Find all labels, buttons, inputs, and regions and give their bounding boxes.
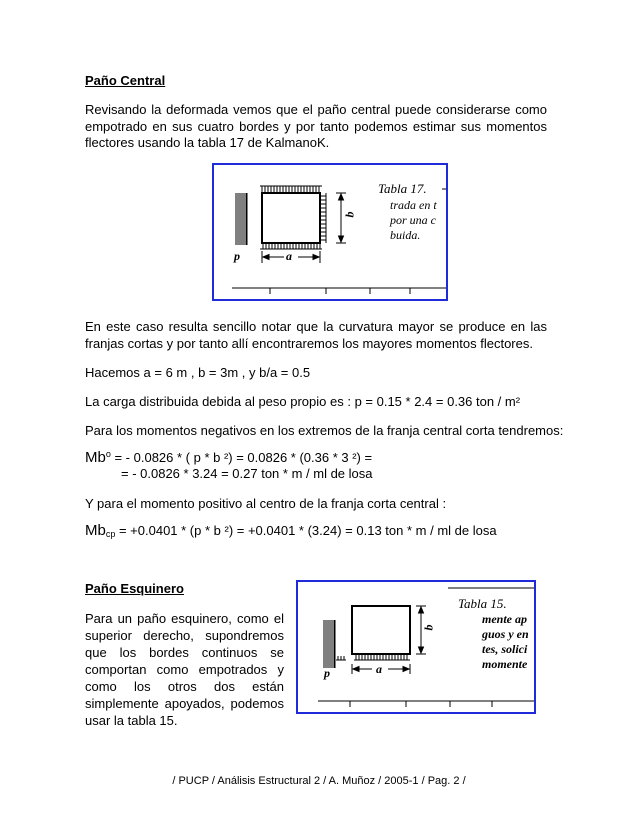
label-p: p <box>234 249 240 263</box>
table-title: Tabla 15. <box>458 596 507 611</box>
esquinero-paragraph: Para un paño esquinero, como el superior derecho, supondremos que los bordes continuos se comportan como empotrados y como los otros dos están simplemente apoyados, podemos usar la tabla 15. <box>85 611 284 728</box>
intro-paragraph: Revisando la deformada vemos que el paño central puede considerarse como empotrado en sus cuatro bordes y por tanto podemos estimar sus momentos flectores usando la tabla 17 de KalmanoK. <box>85 102 547 150</box>
page-footer: / PUCP / Análisis Estructural 2 / A. Muñoz / 2005-1 / Pag. 2 / <box>172 775 466 787</box>
curvature-paragraph: En este caso resulta sencillo notar que la curvatura mayor se produce en las franjas cortas y por tanto allí encontraremos los mayores momentos flectores. <box>85 319 547 351</box>
load-line: La carga distribuida debida al peso propio es : p = 0.15 * 2.4 = 0.36 ton / m² <box>85 394 521 409</box>
caption-line: trada en t <box>390 198 437 212</box>
caption-line: momente <box>482 657 528 671</box>
mb-superscript: o <box>105 449 111 459</box>
clamped-edge-hatch <box>236 193 247 245</box>
figure-tabla-17 <box>212 163 448 301</box>
mb-symbol: Mb <box>85 449 106 466</box>
section-heading-pano-central: Paño Central <box>85 73 166 88</box>
label-b: b <box>421 624 436 631</box>
label-p: p <box>324 666 330 680</box>
caption-line: tes, solici <box>482 642 528 656</box>
caption-line: por una c <box>390 213 436 227</box>
label-a: a <box>286 249 292 263</box>
mb-equation-line1: = - 0.0826 * ( p * b ²) = 0.0826 * (0.36 * 3 ²) = <box>110 450 373 465</box>
slab-square <box>262 193 320 243</box>
positive-moment-intro: Y para el momento positivo al centro de la franja corta central : <box>85 496 447 511</box>
mbcp-symbol: Mb <box>85 522 106 539</box>
dimensions-line: Hacemos a = 6 m , b = 3m , y b/a = 0.5 <box>85 365 311 380</box>
mb-positive-equation <box>85 522 497 539</box>
mb-equation-line2: = - 0.0826 * 3.24 = 0.27 ton * m / ml de losa <box>121 466 373 481</box>
table-caption <box>482 612 529 672</box>
table-caption <box>390 198 437 243</box>
figure-tabla-15 <box>296 580 536 714</box>
mbcp-equation: = +0.0401 * (p * b ²) = +0.0401 * (3.24) = 0.13 ton * m / ml de losa <box>115 523 497 538</box>
label-a: a <box>376 662 382 676</box>
mbcp-subscript: cp <box>105 529 116 539</box>
section-heading-pano-esquinero: Paño Esquinero <box>85 581 184 596</box>
table-rule <box>232 288 446 294</box>
mb-negative-equation <box>85 449 372 466</box>
caption-line: buida. <box>390 228 421 242</box>
negative-moments-intro: Para los momentos negativos en los extremos de la franja central corta tendremos: <box>85 423 564 438</box>
caption-line: guos y en <box>482 627 529 641</box>
table-title: Tabla 17. <box>378 181 427 196</box>
dimension-b <box>336 193 346 243</box>
label-b: b <box>342 211 357 218</box>
caption-line: mente ap <box>482 612 527 626</box>
